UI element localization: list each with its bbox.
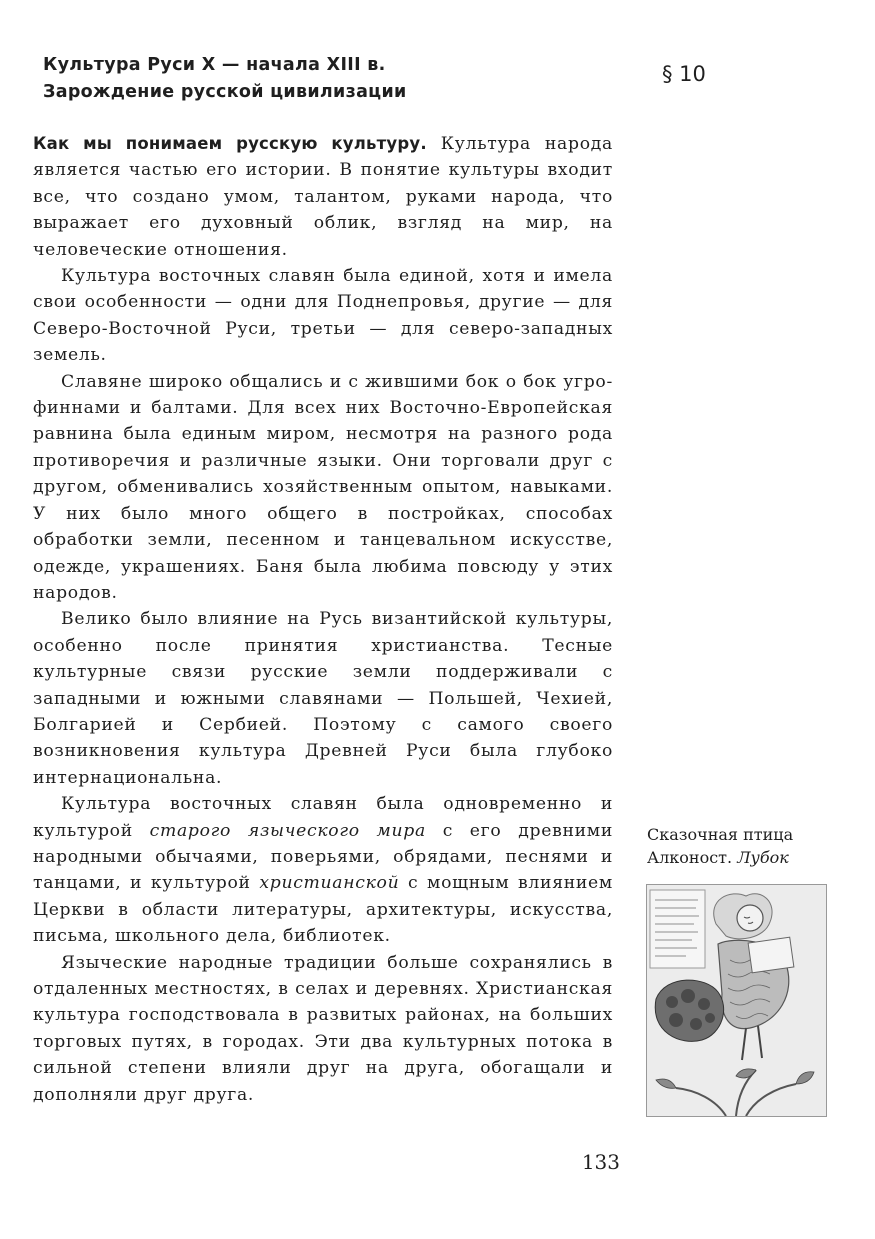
chapter-title-line1: Культура Руси X — начала XIII в.: [43, 55, 386, 75]
alkonost-bird-image: [646, 884, 827, 1117]
paragraph-4: Велико было влияние на Русь византийской культуры, особенно после принятия христианства. Тесные культурные связи русские земли поддерживали с западными и южными славянами — Польшей, Чехией, Болгарией и Сербией. Поэтому с самого своего возникновения культура Древней Руси была глубоко интернациональна.: [33, 609, 613, 788]
paragraph-3: Славяне широко общались и с жившими бок о бок угро-финнами и балтами. Для всех них Восточно-Европейская равнина была единым миром, несмотря на разного рода противоречия и различные языки. Они торговали друг с другом, обменивались хозяйственным опытом, навыками. У них было много общего в постройках, способах обработки земли, песенном и танцевальном искусстве, одежде, украшениях. Баня была любима повсюду у этих народов.: [33, 371, 613, 603]
paragraph-5-italic-1: старого языческого мира: [149, 820, 426, 841]
caption-line-2-plain: Алконост.: [647, 848, 738, 867]
paragraph-6: Языческие народные традиции больше сохранялись в отдаленных местностях, в селах и деревнях. Христианская культура господствовала в развитых районах, на больших торговых путях, в городах. Эти два культурных потока в сильной степени влияли друг на друга, обогащали и дополняли друг друга.: [33, 952, 613, 1105]
main-text: [33, 131, 613, 1108]
paragraph-5: [33, 791, 613, 949]
paragraph-5-text-c: с мощным влиянием Церкви в области литературы, архитектуры, искусства, письма, школьного дела, библиотек.: [33, 873, 613, 947]
section-number: § 10: [662, 62, 706, 86]
paragraph-1-text: Культура народа является частью его истории. В понятие культуры входит все, что создано умом, талантом, руками народа, что выражает его духовный облик, взгляд на мир, на человеческие отношения.: [33, 134, 613, 260]
lead-heading: Как мы понимаем русскую культуру.: [33, 134, 427, 153]
chapter-title-line2: Зарождение русской цивилизации: [43, 82, 407, 102]
paragraph-2: Культура восточных славян была единой, хотя и имела свои особенности — одни для Поднепровья, другие — для Северо-Восточной Руси, третьи — для северо-западных земель.: [33, 266, 613, 366]
chapter-title: [43, 52, 603, 106]
paragraph-5-text-b: с его древними народными обычаями, поверьями, обрядами, песнями и танцами, и культурой: [33, 820, 613, 894]
paragraph-5-text-a: Культура восточных славян была одновременно и культурой: [33, 794, 613, 841]
caption-line-1: Сказочная птица: [647, 825, 794, 844]
illustration-caption: [647, 823, 847, 869]
paragraph-5-italic-2: христианской: [259, 873, 400, 894]
caption-line-2: [647, 846, 847, 869]
caption-line-2-italic: Лубок: [737, 848, 789, 867]
paragraph-1: [33, 131, 613, 263]
page-number: 133: [581, 1150, 620, 1174]
alkonost-illustration: [646, 884, 827, 1117]
